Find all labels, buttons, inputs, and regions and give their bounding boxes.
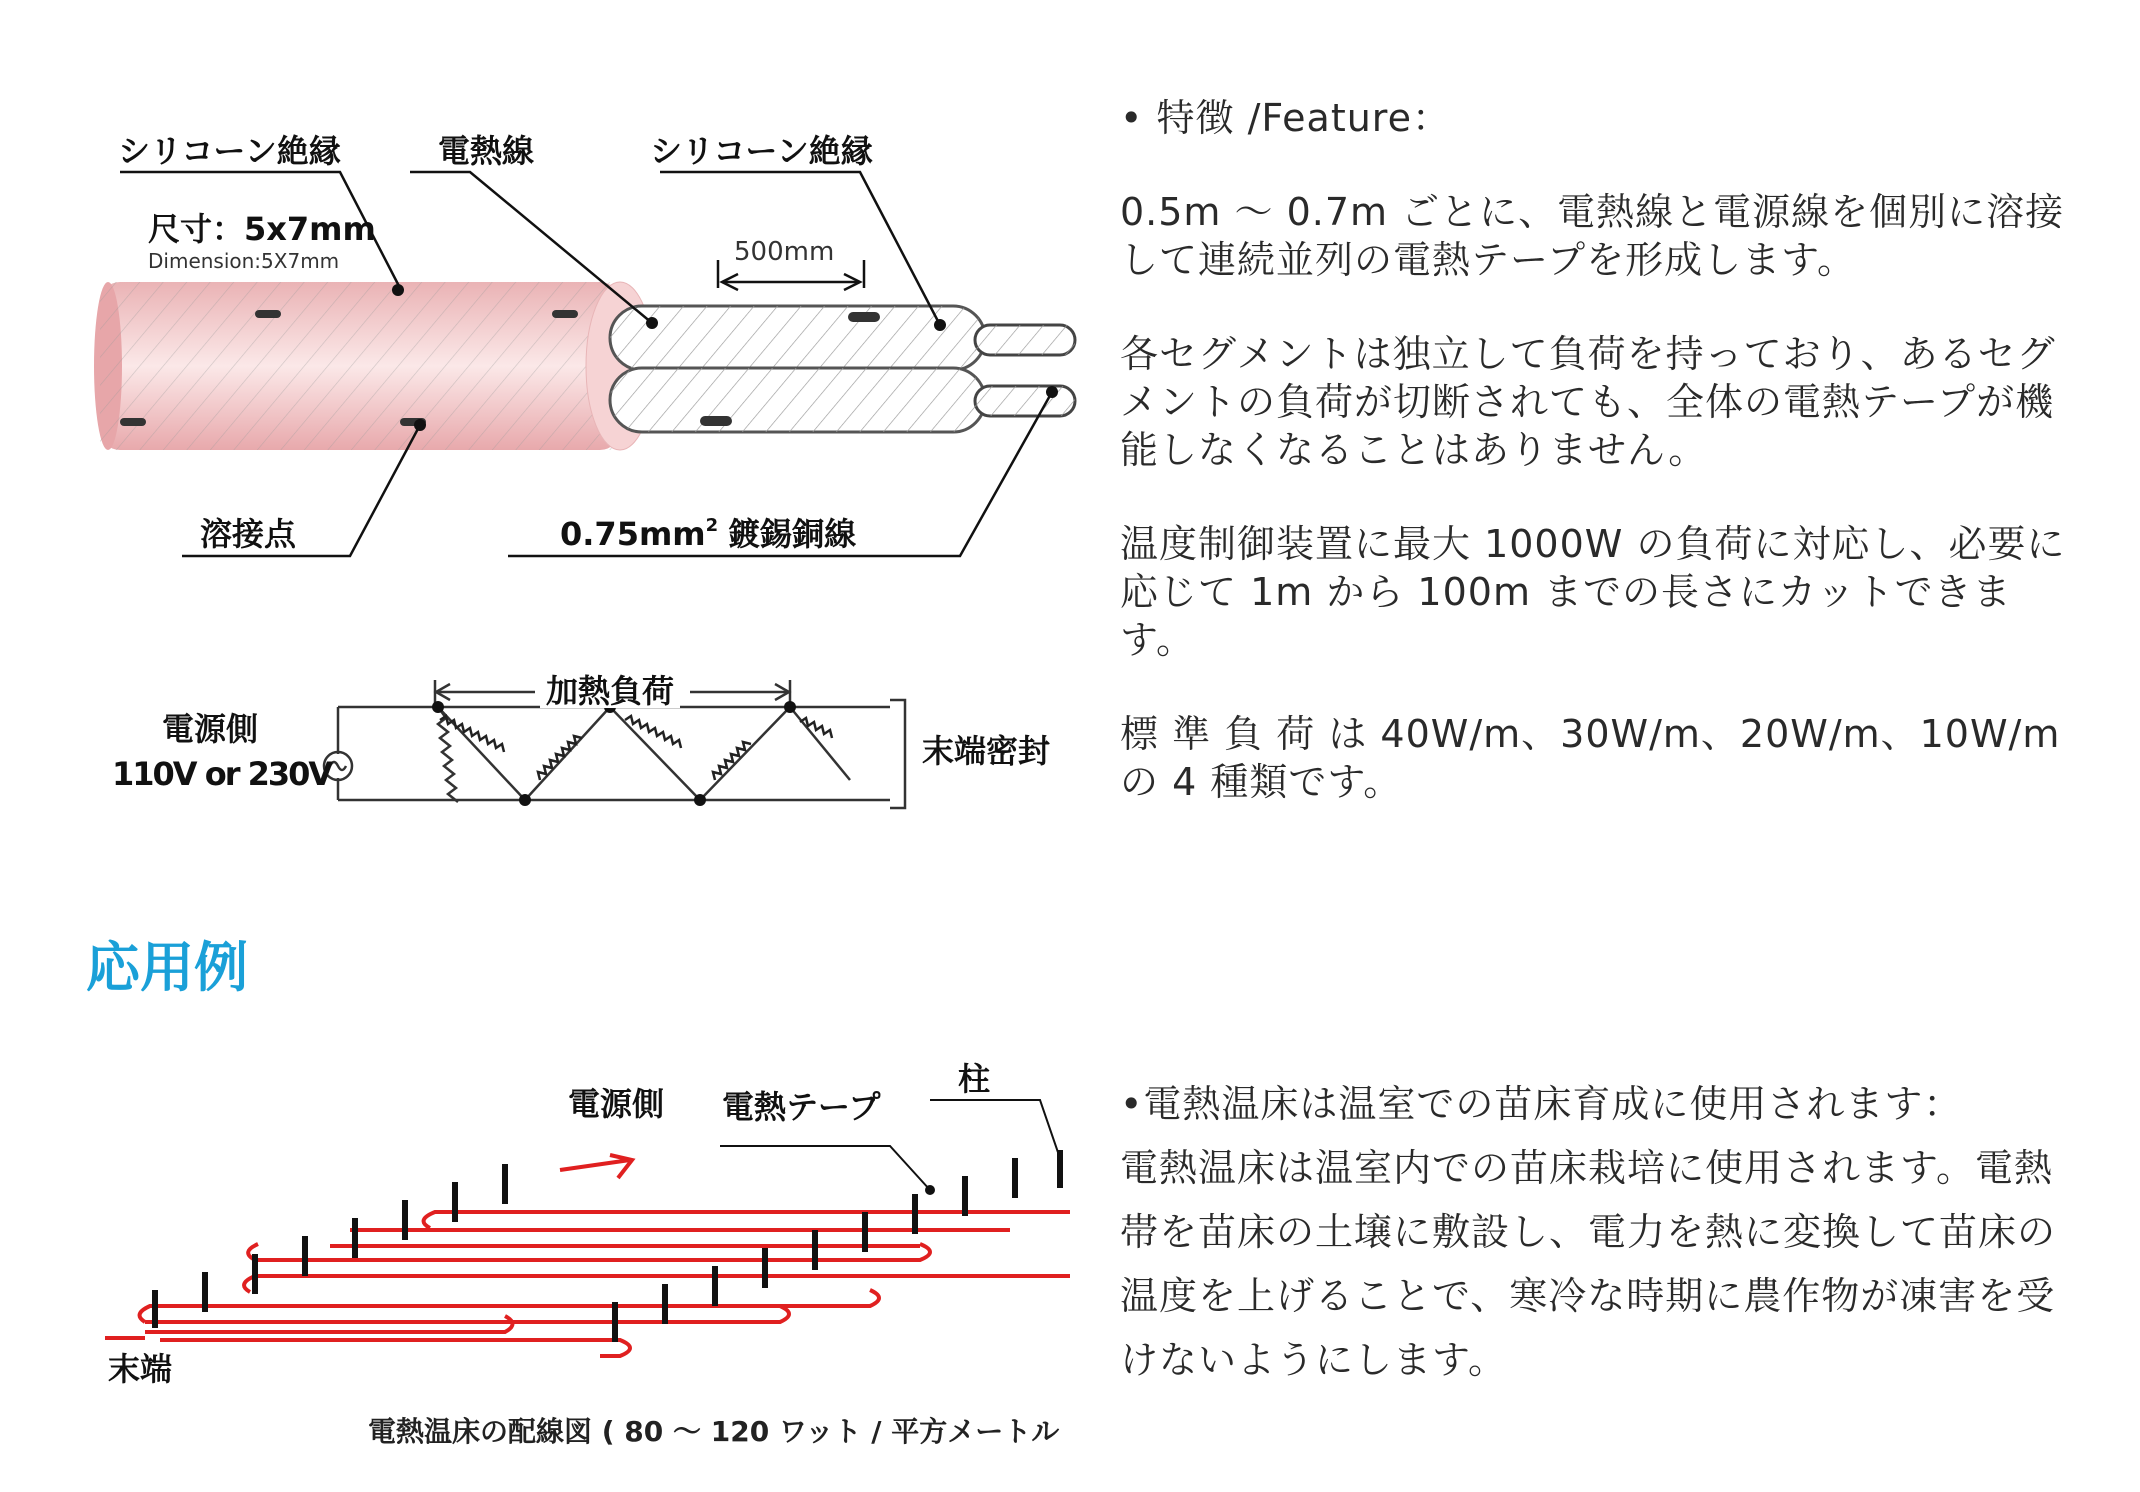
feature-paragraph-3: 温度制御装置に最大 1000W の負荷に対応し、必要に応じて 1m から 100m までの長さにカットできます。 (1120, 522, 2066, 662)
feature-paragraph-4: 標 準 負 荷 は 40W/m、30W/m、20W/m、10W/m の 4 種類です。 (1120, 712, 2061, 804)
label-power-side: 電源側 (162, 710, 259, 748)
wiring-caption: 電熱温床の配線図 ( 80 ～ 120 ワット / 平方メートル (368, 1415, 1060, 1448)
label-size-en: Dimension:5X7mm (148, 249, 340, 273)
cable-diagram (0, 0, 1100, 620)
label-silicone-left: シリコーン絶縁 (118, 132, 341, 170)
application-body: 電熱温床は温室内での苗床栽培に使用されます。電熱帯を苗床の土壌に敷設し、電力を熱に変換して苗床の温度を上げることで、寒冷な時期に農作物が凍害を受けないようにします。 (1120, 1146, 2057, 1382)
label-bed-post: 柱 (958, 1060, 991, 1098)
label-end-seal: 末端密封 (922, 732, 1051, 770)
label-silicone-right: シリコーン絶縁 (650, 132, 873, 170)
feature-paragraph-2: 各セグメントは独立して負荷を持っており、あるセグメントの負荷が切断されても、全体の電熱テープが機能しなくなることはありません。 (1120, 332, 2056, 472)
feature-section (1120, 94, 2080, 806)
label-bed-power-side: 電源側 (568, 1085, 665, 1123)
label-spacing: 500mm (734, 237, 835, 267)
inner-cores (610, 306, 1075, 432)
label-heating-wire: 電熱線 (438, 132, 535, 170)
label-size-jp: 尺寸：5x7mm (148, 210, 376, 248)
label-voltage: 110V or 230V (112, 755, 332, 793)
application-title: •電熱温床は温室での苗床育成に使用されます： (1120, 1082, 1963, 1126)
label-weld-point: 溶接点 (200, 515, 297, 553)
application-section (1120, 1072, 2080, 1392)
label-bed-end: 末端 (108, 1350, 173, 1388)
section-heading: 応用例 (86, 936, 248, 999)
feature-paragraph-1: 0.5m ～ 0.7m ごとに、電熱線と電源線を個別に溶接して連続並列の電熱テープを形成します。 (1120, 190, 2065, 282)
label-bed-tape: 電熱テープ (722, 1088, 881, 1126)
label-heating-load: 加熱負荷 (546, 672, 675, 710)
label-wire-spec: $0.75mm^2$ 鍍錫銅線 (560, 515, 857, 553)
feature-title: • 特徴 /Feature： (1120, 96, 1451, 140)
circuit-diagram (0, 640, 1100, 860)
